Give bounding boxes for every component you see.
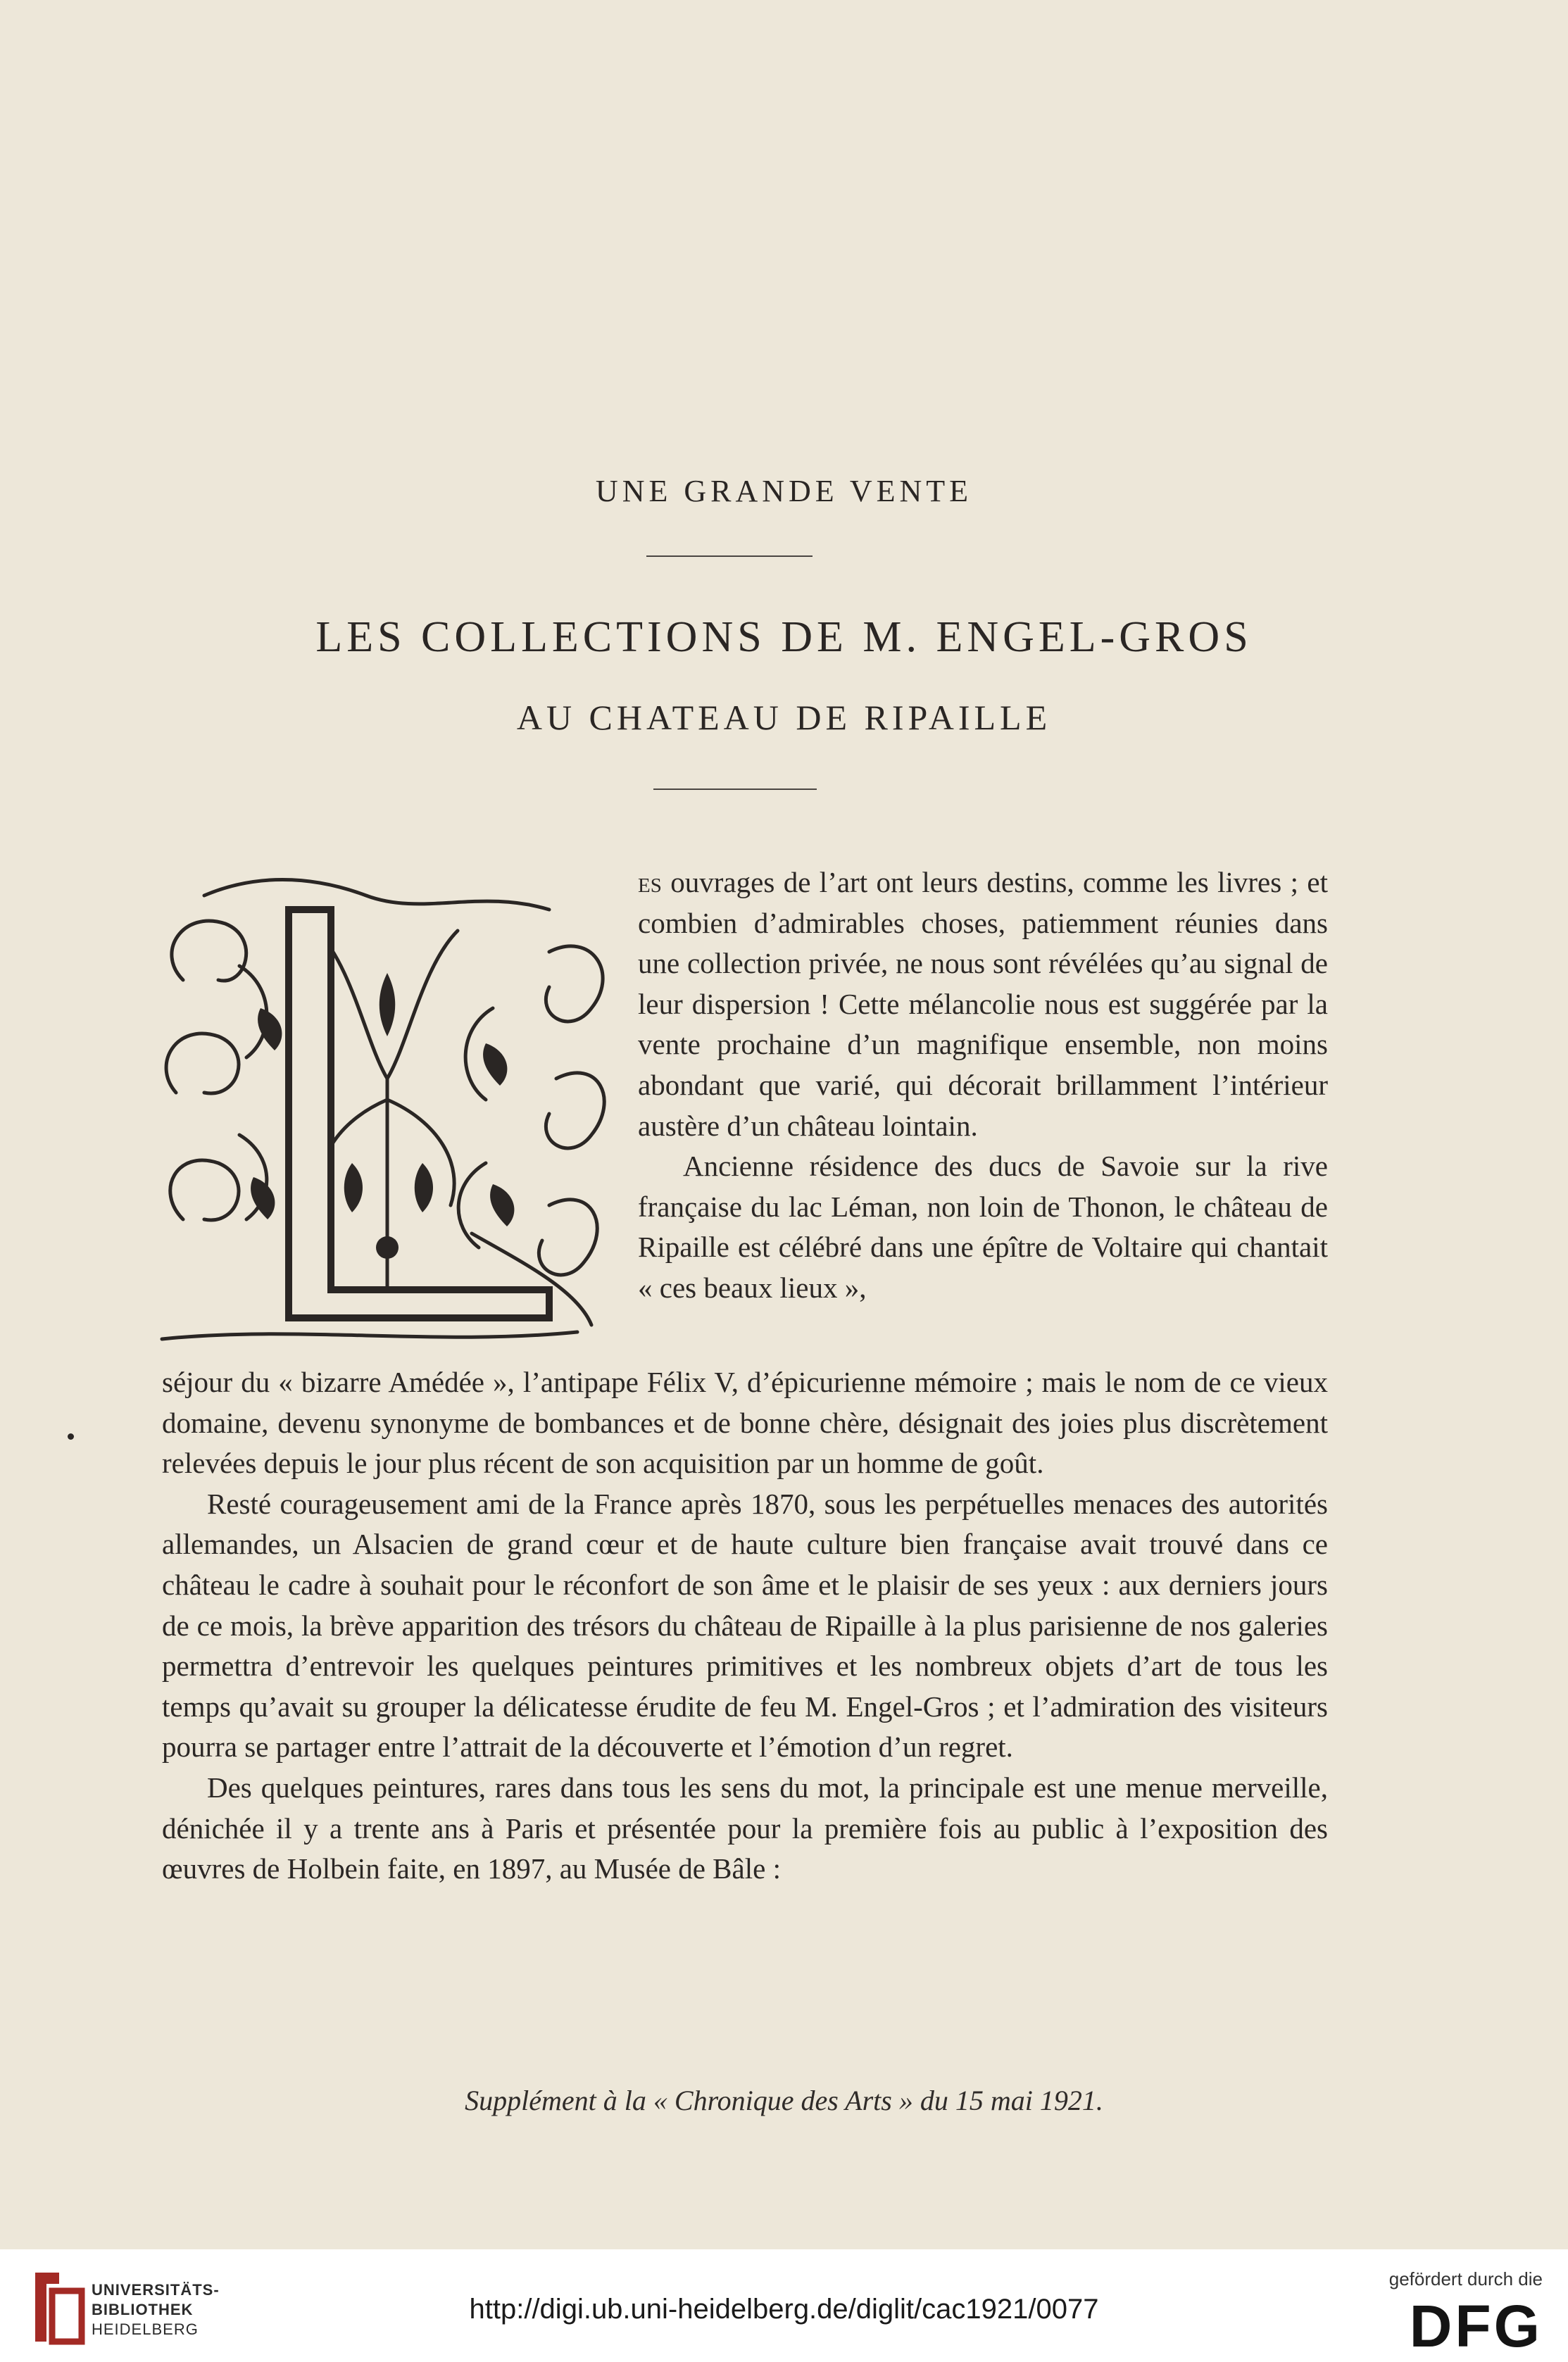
article-title: LES COLLECTIONS DE M. ENGEL-GROS (315, 613, 1253, 661)
paragraph-2-continuation: séjour du « bizarre Amédée », l’antipape Félix V, d’épicurienne mémoire ; mais le nom de ce vieux domaine, devenu synonyme de bombances et de bonne chère, désignait des joies plus discrètement relevées depuis le jour plus récent de son acquisition par un homme de goût. (162, 1366, 1328, 1480)
title-rule-top (646, 555, 813, 557)
paragraph-1 (638, 862, 1328, 1309)
ink-speck (68, 1433, 74, 1440)
library-name-line-1: UNIVERSITÄTS- (92, 2281, 220, 2299)
article-subtitle: AU CHATEAU DE RIPAILLE (516, 698, 1052, 737)
paragraph-4: Des quelques peintures, rares dans tous les sens du mot, la principale est une menue merveille, dénichée il y a trente ans à Paris et présentée pour la première fois au public à l’exposition des œuvres de Holbein faite, en 1897, au Musée de Bâle : (162, 1771, 1328, 1885)
funder-label: gefördert durch die (1388, 2268, 1543, 2289)
supplement-note: Supplément à la « Chronique des Arts » du 15 mai 1921. (465, 2085, 1103, 2116)
digital-copy-url[interactable]: http://digi.ub.uni-heidelberg.de/diglit/cac1921/0077 (469, 2294, 1099, 2325)
section-kicker: UNE GRANDE VENTE (595, 474, 973, 508)
title-rule-bottom (653, 789, 817, 790)
body-text-full-width (162, 1362, 1328, 1890)
dfg-logo: DFG (1409, 2293, 1543, 2359)
library-name-line-2: BIBLIOTHEK (92, 2301, 194, 2318)
ornamental-dropcap (155, 867, 617, 1350)
paragraph-1-text: ouvrages de l’art ont leurs destins, comme les livres ; et combien d’admirables choses, patiemment réunies dans une collection privée, ne nous sont révélées qu’au signal de leur dispersion ! Cette mélancolie nous est suggérée par la vente prochaine d’un magnifique ensemble, non moins abondant que varié, qui décorait brillamment l’intérieur austère d’un château lointain. (638, 866, 1328, 1142)
library-name-line-3: HEIDELBERG (92, 2320, 199, 2338)
dropcap-continuation: es (638, 866, 662, 898)
paragraph-2-opening: Ancienne résidence des ducs de Savoie sur la rive française du lac Léman, non loin de Thonon, le château de Ripaille est célébré dans une épître de Voltaire qui chantait « ces beaux lieux », (638, 1150, 1328, 1304)
paragraph-3: Resté courageusement ami de la France après 1870, sous les perpétuelles menaces des autorités allemandes, un Alsacien de grand cœur et de haute culture bien française avait trouvé dans ce château le cadre à souhait pour le réconfort de son âme et le plaisir de ses yeux : aux derniers jours de ce mois, la brève apparition des trésors du château de Ripaille à la plus parisienne de nos galeries permettra d’entrevoir les quelques peintures primitives et les nombreux objets d’art de tous les temps qu’avait su grouper la délicatesse érudite de feu M. Engel-Gros ; et l’admiration des visiteurs pourra se partager entre l’attrait de la découverte et l’émotion d’un regret. (162, 1487, 1328, 1764)
